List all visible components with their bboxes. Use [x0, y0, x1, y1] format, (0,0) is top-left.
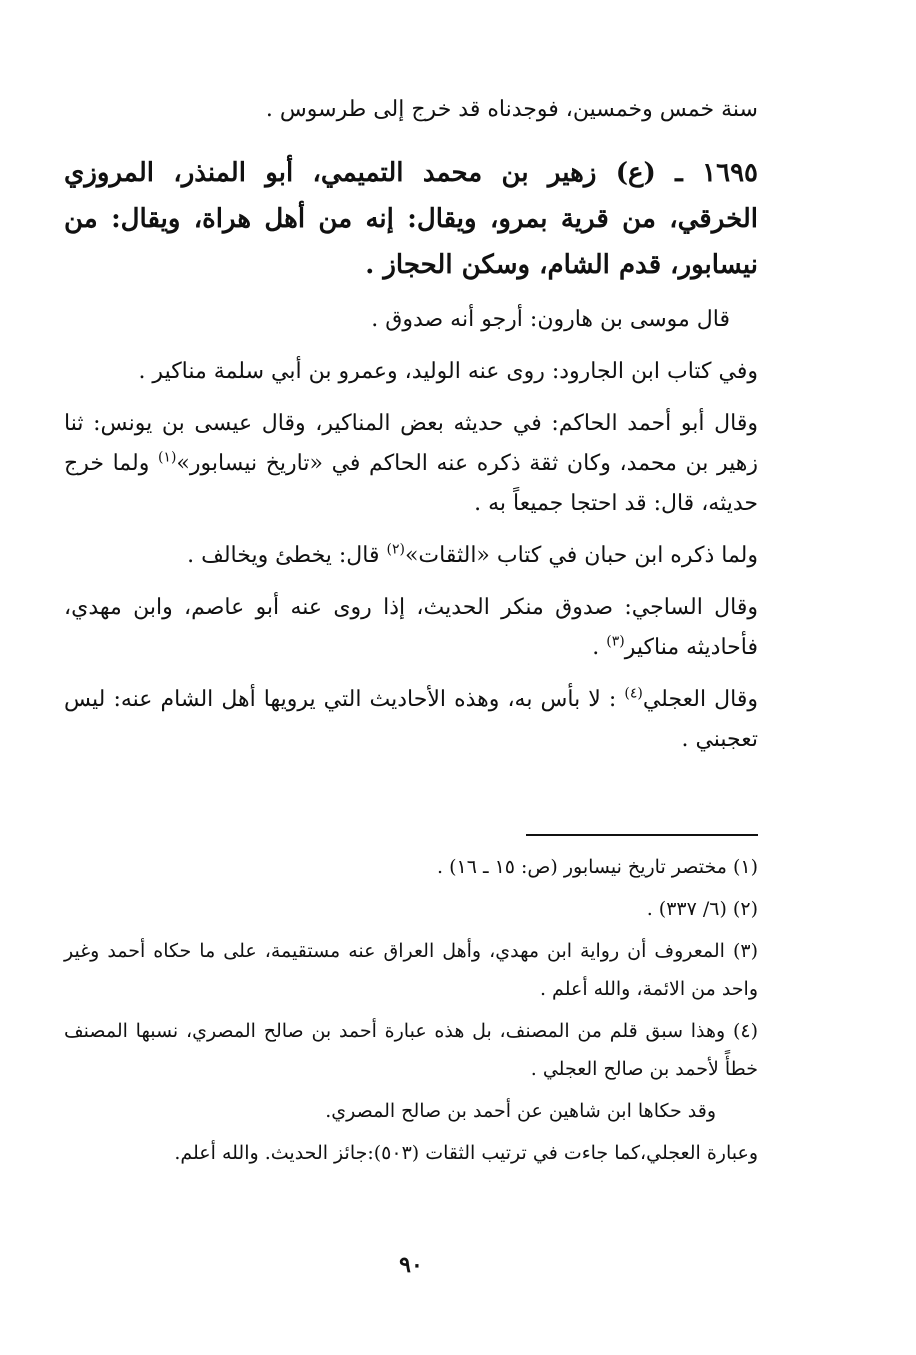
paragraph-ibn-hibban	[64, 536, 758, 576]
paragraph-ijli	[64, 680, 758, 760]
footnote-1: (١) مختصر تاريخ نيسابور (ص: ١٥ ـ ١٦) .	[436, 856, 758, 878]
paragraph-text: : لا بأس به، وهذه الأحاديث التي يرويها أهل الشام عنه: ليس تعجبني .	[64, 687, 758, 752]
paragraph-musa	[64, 300, 758, 340]
footnote-ref-3[interactable]: (٣)	[606, 633, 625, 650]
footnote-ref-4[interactable]: (٤)	[624, 685, 643, 702]
paragraph-text: سنة خمس وخمسين، فوجدناه قد خرج إلى طرسوس .	[265, 97, 758, 122]
paragraph-text: ولما ذكره ابن حبان في كتاب «الثقات»	[404, 543, 758, 568]
paragraph-saji	[64, 588, 758, 668]
paragraph-jarud	[64, 352, 758, 392]
paragraph-text: ولما خرج حديثه، قال: قد احتجا جميعاً به .	[64, 451, 758, 516]
footnote-4-continuation: وعبارة العجلي،كما جاءت في ترتيب الثقات (٥٠٣):جائز الحديث. والله أعلم.	[174, 1142, 758, 1164]
paragraph-text: وقال العجلي	[642, 687, 758, 712]
paragraph-text: قال موسى بن هارون: أرجو أنه صدوق .	[371, 307, 730, 332]
footnotes-section	[64, 848, 758, 1176]
paragraph-continuation	[64, 90, 758, 130]
entry-heading	[64, 150, 758, 288]
footnote-divider	[526, 834, 758, 836]
footnote-ref-1[interactable]: (١)	[157, 449, 177, 466]
paragraph-text: .	[592, 635, 607, 660]
paragraph-text: وقال أبو أحمد الحاكم: في حديثه بعض المناكير، وقال عيسى بن يونس: ثنا زهير بن محمد، وكان ثقة ذكره عنه الحاكم في «تاريخ نيسابور»	[64, 411, 758, 476]
footnote-4-continuation: وقد حكاها ابن شاهين عن أحمد بن صالح المصري.	[325, 1100, 716, 1122]
footnote-3: (٣) المعروف أن رواية ابن مهدي، وأهل العراق عنه مستقيمة، على ما حكاه أحمد وغير واحد من الائمة، والله أعلم .	[64, 940, 758, 1000]
paragraph-text: قال: يخطئ ويخالف .	[187, 543, 387, 568]
page-number: ٩٠	[399, 1252, 423, 1278]
entry-heading-text: ١٦٩٥ ـ (ع) زهير بن محمد التميمي، أبو المنذر، المروزي الخرقي، من قرية بمرو، ويقال: إنه من أهل هراة، ويقال: من نيسابور، قدم الشام، وسكن الحجاز .	[64, 158, 758, 280]
paragraph-text: وقال الساجي: صدوق منكر الحديث، إذا روى عنه أبو عاصم، وابن مهدي، فأحاديثه مناكير	[64, 595, 758, 660]
footnote-4: (٤) وهذا سبق قلم من المصنف، بل هذه عبارة أحمد بن صالح المصري، نسبها المصنف خطأً لأحمد بن صالح العجلي .	[64, 1020, 758, 1080]
footnote-ref-2[interactable]: (٢)	[386, 541, 405, 558]
footnote-2: (٢) (٦/ ٣٣٧) .	[646, 898, 758, 920]
paragraph-text: وفي كتاب ابن الجارود: روى عنه الوليد، وعمرو بن أبي سلمة مناكير .	[138, 359, 758, 384]
page-body	[64, 90, 758, 1310]
paragraph-hakim	[64, 404, 758, 524]
